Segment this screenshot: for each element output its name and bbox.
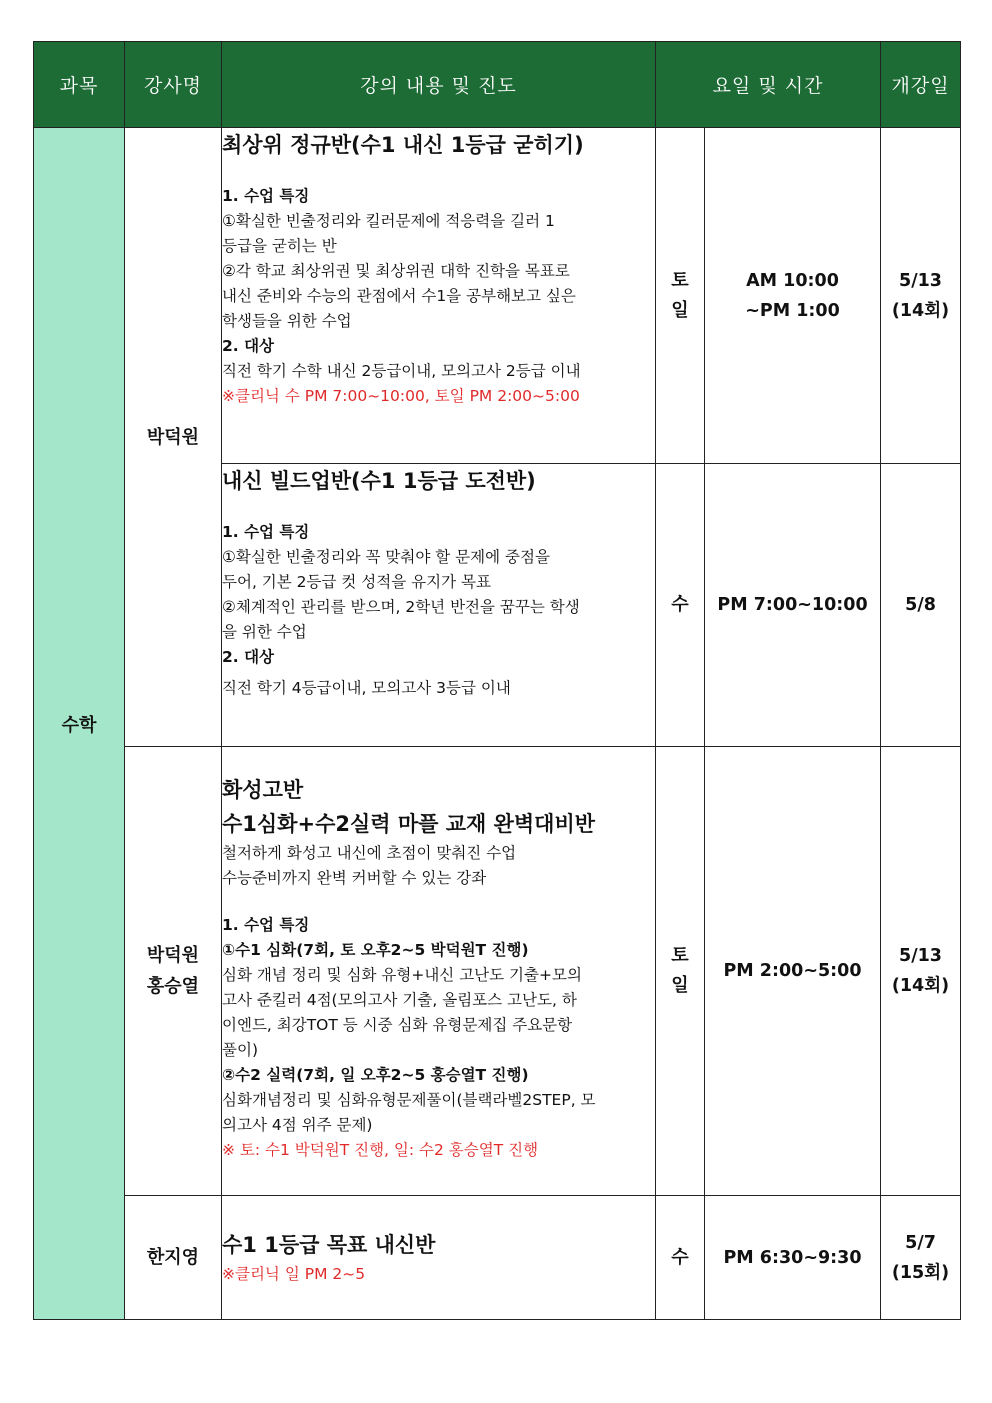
- teacher-cell: [125, 1196, 222, 1320]
- target-heading: 2. 대상: [222, 648, 275, 666]
- header-subject: 과목: [34, 42, 125, 128]
- time-cell: [705, 747, 881, 1196]
- start-date: 5/8: [905, 595, 936, 615]
- header-schedule: 요일 및 시간: [656, 42, 881, 128]
- time-cell: [705, 128, 881, 464]
- intro-line: 철저하게 화성고 내신에 초점이 맞춰진 수업: [222, 844, 517, 862]
- start-date-cell: [881, 747, 961, 1196]
- start-date-cell: [881, 128, 961, 464]
- course-content: [222, 747, 656, 1196]
- clinic-note: ※클리닉 일 PM 2~5: [222, 1265, 366, 1283]
- day-line: 토: [671, 945, 689, 966]
- feature-line: 풀이): [222, 1041, 258, 1059]
- course-title: 수1 1등급 목표 내신반: [222, 1233, 436, 1257]
- feature-line: 이엔드, 최강TOT 등 시중 심화 유형문제집 주요문항: [222, 1016, 573, 1034]
- table-row: [34, 128, 961, 464]
- time-line: AM 10:00: [746, 270, 839, 291]
- day-line: 일: [671, 299, 689, 321]
- day-line: 일: [671, 975, 689, 996]
- time-line: PM 7:00~10:00: [717, 595, 868, 615]
- feature-line: 고사 준킬러 4점(모의고사 기출, 올림포스 고난도, 하: [222, 991, 577, 1009]
- intro-line: 수능준비까지 완벽 커버할 수 있는 강좌: [222, 869, 487, 887]
- feature-line: 심화 개념 정리 및 심화 유형+내신 고난도 기출+모의: [222, 966, 582, 984]
- course-title: 수1심화+수2실력 마플 교재 완벽대비반: [222, 812, 596, 836]
- feature-heading: 1. 수업 특징: [222, 916, 310, 934]
- course-content: [222, 1196, 656, 1320]
- start-date-cell: [881, 464, 961, 747]
- time-line: PM 2:00~5:00: [723, 961, 862, 981]
- teacher-name: 한지영: [146, 1247, 200, 1268]
- table-header-row: [34, 42, 961, 128]
- feature-line: ①확실한 빈출정리와 킬러문제에 적응력을 길러 1: [222, 212, 555, 230]
- course-title: 최상위 정규반(수1 내신 1등급 굳히기): [222, 133, 584, 157]
- feature-heading: 1. 수업 특징: [222, 523, 310, 541]
- start-date: 5/13: [899, 270, 942, 291]
- feature-line: 을 위한 수업: [222, 623, 307, 641]
- course-schedule-table: [33, 41, 961, 1320]
- clinic-note: ※클리닉 수 PM 7:00~10:00, 토일 PM 2:00~5:00: [222, 387, 580, 405]
- subject-cell: 수학: [34, 128, 125, 1320]
- header-teacher: 강사명: [125, 42, 222, 128]
- feature-line: 학생들을 위한 수업: [222, 312, 352, 330]
- feature-subheading: ②수2 실력(7회, 일 오후2~5 홍승열T 진행): [222, 1066, 529, 1084]
- target-heading: 2. 대상: [222, 337, 275, 355]
- course-content: [222, 128, 656, 464]
- feature-line: 두어, 기본 2등급 컷 성적을 유지가 목표: [222, 573, 491, 591]
- schedule-note: ※ 토: 수1 박덕원T 진행, 일: 수2 홍승열T 진행: [222, 1141, 539, 1159]
- start-date: 5/13: [899, 946, 942, 966]
- start-date-cell: [881, 1196, 961, 1320]
- day-line: 토: [671, 269, 689, 291]
- day-line: 수: [671, 1246, 689, 1268]
- day-cell: [656, 1196, 705, 1320]
- time-cell: [705, 464, 881, 747]
- day-line: 수: [671, 594, 689, 615]
- target-line: 직전 학기 수학 내신 2등급이내, 모의고사 2등급 이내: [222, 362, 581, 380]
- feature-line: ②체계적인 관리를 받으며, 2학년 반전을 꿈꾸는 학생: [222, 598, 580, 616]
- teacher-name: 박덕원: [146, 426, 200, 448]
- teacher-cell: [125, 128, 222, 747]
- session-count: (14회): [891, 300, 950, 321]
- teacher-cell: [125, 747, 222, 1196]
- feature-line: ②각 학교 최상위권 및 최상위권 대학 진학을 목표로: [222, 262, 570, 280]
- teacher-name: 홍승열: [146, 976, 200, 997]
- day-cell: [656, 128, 705, 464]
- table-row: [34, 747, 961, 1196]
- table-row: [34, 1196, 961, 1320]
- course-title: 화성고반: [222, 778, 304, 802]
- time-line: ~PM 1:00: [745, 300, 840, 321]
- feature-line: 심화개념정리 및 심화유형문제풀이(블랙라벨2STEP, 모: [222, 1091, 596, 1109]
- course-content: [222, 464, 656, 747]
- header-start-date: 개강일: [881, 42, 961, 128]
- teacher-name: 박덕원: [146, 945, 200, 966]
- day-cell: [656, 747, 705, 1196]
- feature-line: 내신 준비와 수능의 관점에서 수1을 공부해보고 싶은: [222, 287, 576, 305]
- feature-heading: 1. 수업 특징: [222, 187, 310, 205]
- feature-line: ①확실한 빈출정리와 꼭 맞춰야 할 문제에 중점을: [222, 548, 550, 566]
- start-date: 5/7: [905, 1232, 936, 1253]
- session-count: (14회): [891, 976, 950, 996]
- day-cell: [656, 464, 705, 747]
- target-line: 직전 학기 4등급이내, 모의고사 3등급 이내: [222, 679, 511, 697]
- header-content: 강의 내용 및 진도: [222, 42, 656, 128]
- course-title: 내신 빌드업반(수1 1등급 도전반): [222, 469, 536, 493]
- time-cell: [705, 1196, 881, 1320]
- feature-subheading: ①수1 심화(7회, 토 오후2~5 박덕원T 진행): [222, 941, 529, 959]
- feature-line: 등급을 굳히는 반: [222, 237, 337, 255]
- session-count: (15회): [891, 1262, 950, 1283]
- feature-line: 의고사 4점 위주 문제): [222, 1116, 373, 1134]
- time-line: PM 6:30~9:30: [723, 1247, 862, 1268]
